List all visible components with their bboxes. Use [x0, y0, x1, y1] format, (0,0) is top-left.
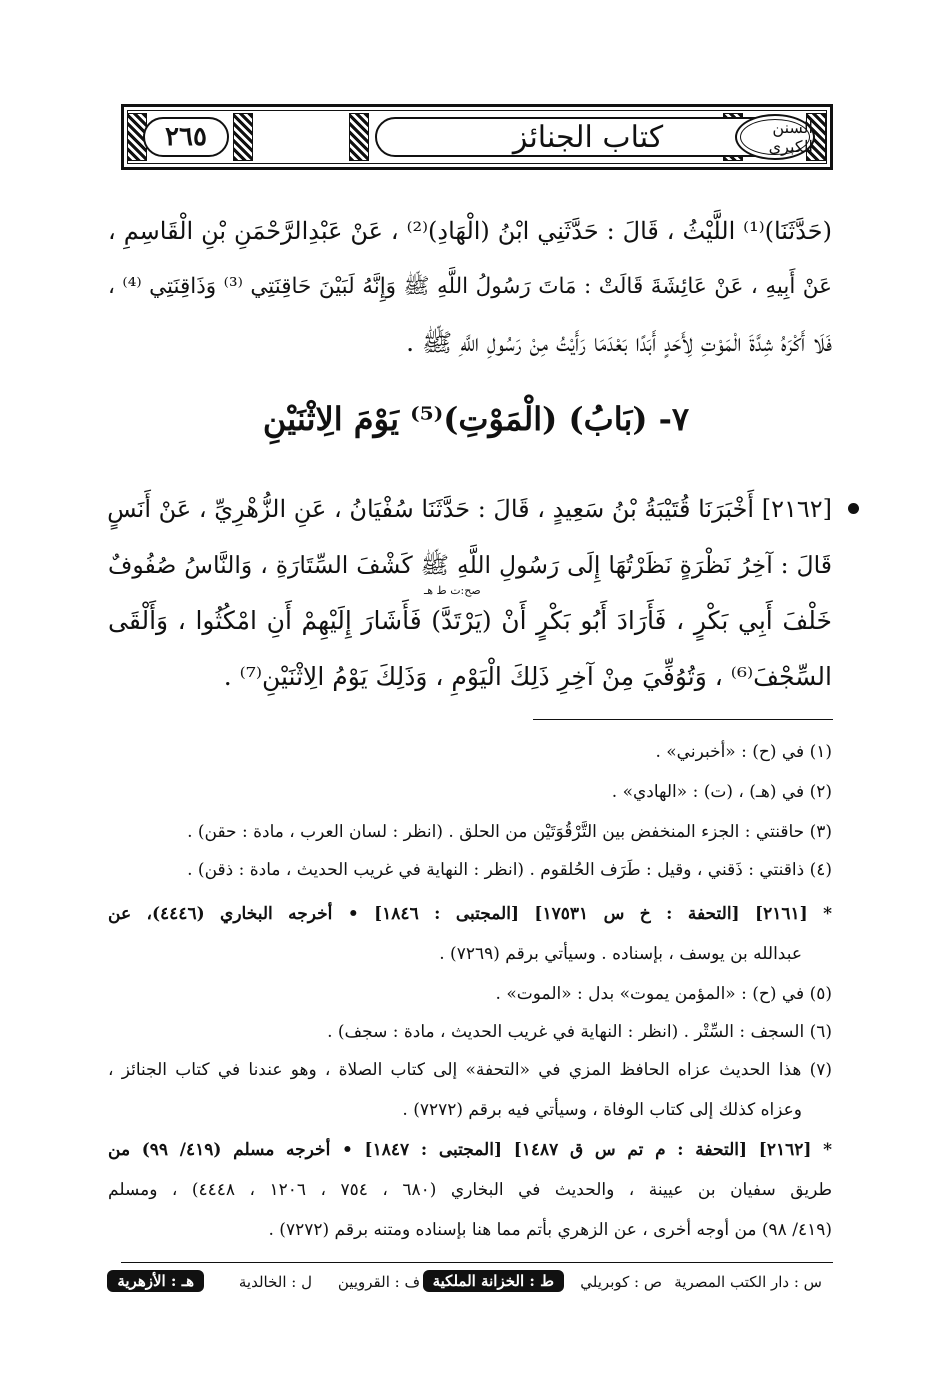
bullet-icon: [848, 503, 859, 514]
takhrij-note: (٤١٩/ ٩٨) من أوجه أخرى ، عن الزهري بأتم مما هنا بإسناده ومتنه برقم (٧٢٧٢) .: [268, 1220, 832, 1240]
text-line: عَنْ أَبِيهِ ، عَنْ عَائِشَةَ قَالَتْ : مَاتَ رَسُولُ اللَّهِ ﷺ وَإِنَّهُ لَبَيْنَ حَاقِنَتِي ⁽³⁾ وَذَاقِنَتِي ⁽⁴⁾ ،: [108, 274, 832, 299]
legend-separator: [121, 1262, 833, 1263]
takhrij-note: * [٢١٦١] [التحفة : خ س ١٧٥٣١] [المجتبى : ١٨٤٦] • أخرجه البخاري (٤٤٤٦)، عن: [108, 904, 832, 924]
footnote: (٢) في (هـ) ، (ت) : «الهادي» .: [611, 782, 832, 802]
ornament-icon: [233, 113, 253, 161]
footnote: (٧) هذا الحديث عزاه الحافظ المزي في «التحفة» إلى كتاب الصلاة ، وهو عندنا في كتاب الجنائز ،: [108, 1060, 832, 1080]
text-line: (حَدَّثَنَا)⁽¹⁾ اللَّيْثُ ، قَالَ : حَدَّثَنِي ابْنُ (الْهَادِ)⁽²⁾ ، عَنْ عَبْدِالرَّحْمَنِ بْنِ الْقَاسِمِ ،: [108, 217, 833, 245]
footnote: (٤) ذاقنتي : ذَقني ، وقيل : طَرَف الحُلقوم . (انظر : النهاية في غريب الحديث ، مادة : ذقن) .: [187, 860, 832, 880]
takhrij-note: عبدالله بن يوسف ، بإسناده . وسيأتي برقم (٧٢٦٩) .: [439, 944, 802, 964]
legend-item-highlight: هـ : الأزهرية: [107, 1270, 204, 1292]
page-header: [121, 104, 833, 170]
legend-item: ص : كوبريلي: [580, 1273, 662, 1291]
publisher-seal-icon: السنن الكبرى: [735, 114, 815, 160]
book-title: كتاب الجنائز: [375, 117, 801, 157]
chapter-heading: ٧- (بَابُ) (الْمَوْتِ)⁽⁵⁾ يَوْمَ الِاثْنَيْنِ: [262, 400, 690, 438]
ornament-icon: [349, 113, 369, 161]
footnote: (١) في (ح) : «أخبرني» .: [655, 742, 832, 762]
legend-item: ف : القرويين: [337, 1273, 420, 1291]
footnote: وعزاه كذلك إلى كتاب الوفاة ، وسيأتي فيه برقم (٧٢٧٢) .: [402, 1100, 802, 1120]
text-line: فَلَا أَكْرَهُ شِدَّةَ الْمَوْتِ لِأَحَدٍ أَبَدًا بَعْدَمَا رَأَيْتُ مِنْ رَسُولِ اللَّهِ ﷺ .: [406, 328, 832, 357]
legend-item: س : دار الكتب المصرية: [674, 1273, 822, 1291]
legend-item: ل : الخالدية: [238, 1273, 312, 1291]
footnote: (٦) السجف : السِّتْر . (انظر : النهاية في غريب الحديث ، مادة : سجف) .: [327, 1022, 832, 1042]
legend-item-highlight: ط : الخزانة الملكية: [423, 1270, 564, 1292]
text-line: [٢١٦٢] أَخْبَرَنَا قُتَيْبَةُ بْنُ سَعِيدٍ ، قَالَ : حَدَّثَنَا سُفْيَانُ ، عَنِ الزُّهْرِيِّ ، عَنْ أَنَسٍ: [107, 495, 832, 523]
manuscript-legend: [114, 1268, 822, 1300]
takhrij-note: طريق سفيان بن عيينة ، والحديث في البخاري (٦٨٠ ، ٧٥٤ ، ١٢٠٦ ، ٤٤٤٨) ، ومسلم: [108, 1180, 833, 1200]
text-line: السِّجْفَ⁽⁶⁾ ، وَتُوُفِّيَ مِنْ آخِرِ ذَلِكَ الْيَوْمِ ، وَذَلِكَ يَوْمُ الِاثْنَيْنِ⁽⁷⁾ .: [223, 662, 832, 691]
takhrij-note: * [٢١٦٢] [التحفة : م تم س ق ١٤٨٧] [المجتبى : ١٨٤٧] • أخرجه مسلم (٤١٩/ ٩٩) من: [108, 1140, 832, 1160]
footnote: (٥) في (ح) : «المؤمن يموت» بدل : «الموت» .: [495, 984, 832, 1004]
manuscript-note: صح:ت ط هـ: [424, 584, 481, 597]
text-line: خَلْفَ أَبِي بَكْرٍ ، فَأَرَادَ أَبُو بَكْرٍ أَنْ (يَرْتَدَّ) فَأَشَارَ إِلَيْهِمْ أَنِ امْكُثُوا ، وَأَلْقَى: [108, 606, 832, 635]
text-line: قَالَ : آخِرُ نَظْرَةٍ نَظَرْتُهَا إِلَى رَسُولِ اللَّهِ ﷺ كَشْفَ السِّتَارَةِ ، وَالنَّاسُ صُفُوفٌ: [108, 551, 832, 579]
footnote: (٣) حاقنتي : الجزء المنخفض بين التَّرْقُوَتَيْن من الحلق . (انظر : لسان العرب ، مادة : حقن) .: [187, 822, 832, 842]
page-number: ٢٦٥: [143, 117, 229, 157]
footnote-separator: [533, 719, 833, 720]
